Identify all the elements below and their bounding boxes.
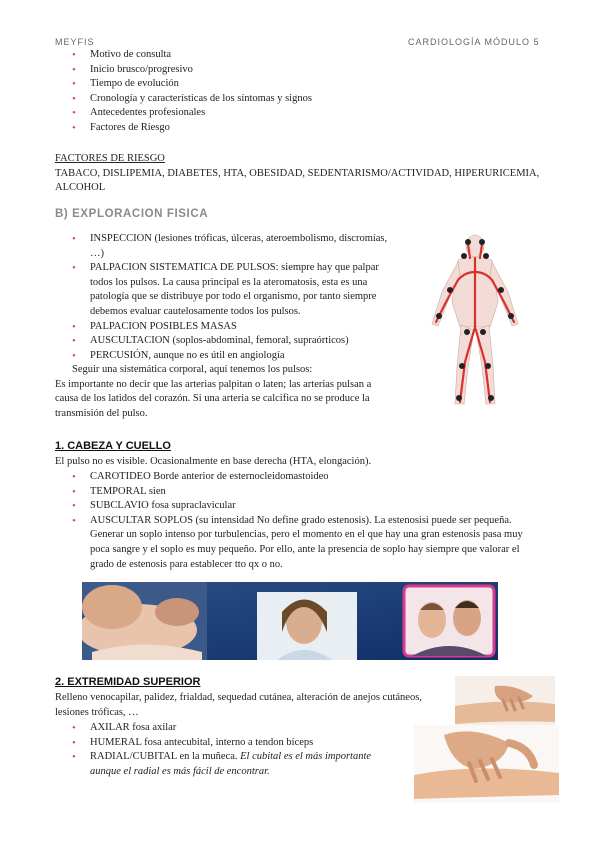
body-figure-icon — [420, 232, 530, 410]
bullet-icon: • — [72, 485, 76, 498]
list-item: • Inicio brusco/progresivo — [72, 63, 193, 76]
section-2-list — [72, 721, 392, 779]
italic-note: aunque el radial es más fácil de encontrar. — [90, 765, 270, 777]
bullet-icon: • — [72, 500, 76, 513]
section-1-intro: El pulso no es visible. Ocasionalmente en base derecha (HTA, elongación). — [55, 456, 372, 467]
text-line: causa de los latidos del corazón. Si una arteria se calcifica no se produce la — [55, 393, 370, 405]
bullet-icon: • — [72, 751, 76, 764]
bullet-icon: • — [72, 514, 76, 527]
section-2-title: 2. EXTREMIDAD SUPERIOR — [55, 676, 201, 688]
bullet-icon: • — [72, 92, 76, 105]
list-item: • Tiempo de evolución — [72, 78, 179, 91]
section-b-paragraph — [55, 363, 405, 421]
list-item: • Antecedentes profesionales — [72, 107, 206, 120]
list-item: • TEMPORAL sien — [72, 485, 166, 498]
text-line: Es importante no decir que las arterias palpitan o laten; las arterias pulsan a — [55, 378, 372, 390]
list-item: • Factores de Riesgo — [72, 121, 170, 134]
header-right: CARDIOLOGÍA MÓDULO 5 — [408, 37, 540, 47]
body-pulse-diagram — [420, 232, 530, 410]
list-item: • SUBCLAVIO fosa supraclavicular — [72, 500, 236, 513]
header-left: MEYFIS — [55, 37, 95, 47]
bullet-icon: • — [72, 233, 76, 245]
italic-note: El cubital es el más importante — [240, 751, 372, 763]
bullet-icon: • — [72, 471, 76, 483]
bullet-icon: • — [72, 262, 76, 275]
risk-line: TABACO, DISLIPEMIA, DIABETES, HTA, OBESIDAD, SEDENTARISMO/ACTIVIDAD, HIPERURICEMIA, — [55, 167, 540, 179]
list-item: • CAROTIDEO Borde anterior de esternocleidomastoideo — [72, 471, 329, 483]
bullet-icon: • — [72, 349, 76, 362]
bullet-icon: • — [72, 320, 76, 333]
section-b-list — [72, 232, 407, 363]
text-line: Relleno venocapilar, palidez, frialdad, sequedad cutánea, alteración de anejos cutáneos, — [55, 692, 422, 703]
list-item: • HUMERAL fosa antecubital, interno a tendon bíceps — [72, 736, 314, 749]
text-line: lesiones tróficas, … — [55, 706, 139, 718]
list-item: • Cronología y características de los síntomas y signos — [72, 92, 312, 105]
list-item: • RADIAL/CUBITAL en la muñeca. El cubital es el más importante aunque el radial es más fácil de encontrar. — [72, 751, 372, 777]
banner-photos — [82, 582, 498, 660]
bullet-icon: • — [72, 49, 76, 61]
wrist-image — [414, 725, 559, 803]
section-2-intro — [55, 691, 455, 720]
risk-title: FACTORES DE RIESGO — [55, 153, 165, 164]
bullet-icon: • — [72, 722, 76, 734]
section-1-list — [72, 470, 562, 572]
section-1-title: 1. CABEZA Y CUELLO — [55, 440, 171, 452]
list-item: • AXILAR fosa axilar — [72, 722, 177, 734]
top-list — [72, 48, 392, 136]
list-item: • AUSCULTAR SOPLOS (su intensidad No define grado estenosis). La estenosisi puede ser pequeña. Generar un soplo intenso por turbulencias, pero el momento en el que hay una gran estenosis pasa muy poca sangre y el soplo es muy pequeño. Por ello, ante la presencia de soplo hay siempre que valorar el grado de estenosis para establecer tto qx o no. — [72, 514, 523, 570]
hand-arm-image — [455, 676, 555, 728]
section-b-title: B) EXPLORACION FISICA — [55, 208, 209, 220]
systematic-note: Seguir una sistemática corporal, aquí tenemos los pulsos: — [72, 364, 313, 375]
bullet-icon: • — [72, 121, 76, 134]
list-item: • PERCUSIÓN, aunque no es útil en angiología — [72, 349, 285, 362]
list-item: • PALPACION SISTEMATICA DE PULSOS: siempre hay que palpar todos los pulsos. La causa principal es la ateromatosis, esta es una patología que se distribuye por todo el organismo, por tanto siempre debemos evaluar cautelosamente todos los pulsos. — [72, 262, 379, 317]
bullet-icon: • — [72, 107, 76, 120]
wrist-pulse-photo — [414, 725, 559, 803]
risk-line: ALCOHOL — [55, 182, 106, 194]
list-item: • INSPECCION (lesiones tróficas, úlceras, ateroembolismo, discromías, …) — [72, 233, 388, 259]
risk-factors — [55, 152, 555, 196]
list-item: • PALPACION POSIBLES MASAS — [72, 320, 237, 333]
bullet-icon: • — [72, 335, 76, 348]
pulse-exam-banner — [82, 582, 498, 660]
bullet-icon: • — [72, 78, 76, 91]
hand-on-arm-photo — [455, 676, 555, 728]
bullet-icon: • — [72, 736, 76, 749]
text-line: transmisión del pulso. — [55, 407, 148, 419]
list-item: • AUSCULTACION (soplos-abdominal, femoral, supraórticos) — [72, 335, 349, 348]
list-item: • Motivo de consulta — [72, 49, 172, 61]
bullet-icon: • — [72, 63, 76, 76]
